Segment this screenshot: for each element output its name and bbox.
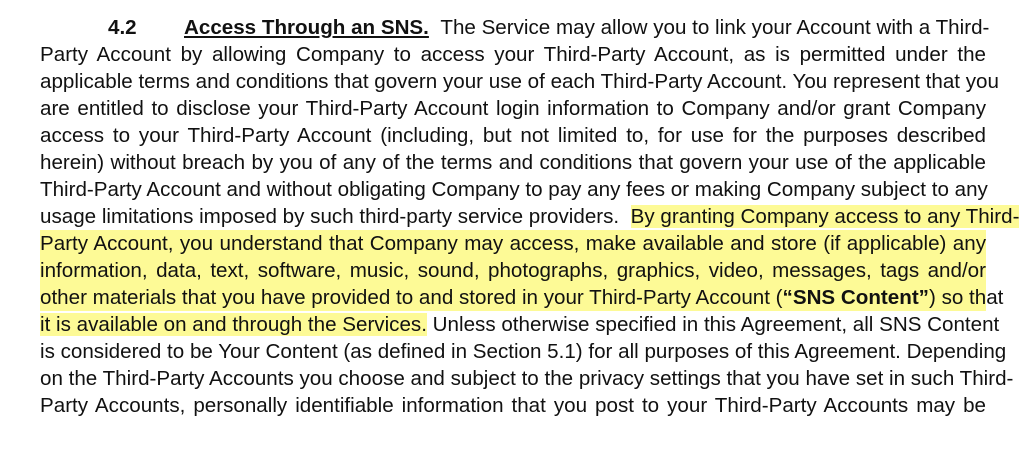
paragraph-line — [40, 311, 1000, 338]
plain-text: usage limitations imposed by such third-party service providers. — [40, 205, 620, 228]
paragraph-line: herein) without breach by you of any of the terms and conditions that govern your use of the applicable — [40, 151, 986, 174]
paragraph-line: Third-Party Account and without obligating Company to pay any fees or making Company subject to any — [40, 178, 988, 201]
paragraph-line: is considered to be Your Content (as defined in Section 5.1) for all purposes of this Agreement. Depending — [40, 340, 1007, 363]
paragraph-text: The Service may allow you to link your Account with a Third- — [440, 16, 990, 39]
highlighted-line: information, data, text, software, music, sound, photographs, graphics, video, messages, tags and/or — [40, 259, 986, 282]
highlighted-text: By granting Company access to any Third- — [630, 205, 1020, 228]
section-number: 4.2 — [108, 16, 137, 39]
highlighted-text: ) so that — [928, 286, 1004, 309]
plain-text: Unless otherwise specified in this Agreement, all SNS Content — [432, 313, 1000, 336]
paragraph-line: Party Accounts, personally identifiable information that you post to your Third-Party Accounts may be — [40, 394, 986, 417]
paragraph-line: access to your Third-Party Account (including, but not limited to, for use for the purposes described — [40, 124, 986, 147]
paragraph-line: are entitled to disclose your Third-Party Account login information to Company and/or grant Company — [40, 97, 986, 120]
paragraph-line: applicable terms and conditions that govern your use of each Third-Party Account. You represent that you — [40, 70, 999, 93]
paragraph-line — [40, 203, 1020, 230]
section-heading: Access Through an SNS. — [184, 16, 429, 39]
highlighted-line: Party Account, you understand that Company may access, make available and store (if applicable) any — [40, 232, 986, 255]
highlighted-text: other materials that you have provided to and stored in your Third-Party Account ( — [40, 286, 783, 309]
sns-content-term: “SNS Content” — [782, 286, 929, 309]
highlighted-line — [40, 284, 1004, 311]
section-first-line — [108, 14, 990, 41]
paragraph-line: Party Account by allowing Company to access your Third-Party Account, as is permitted under the — [40, 43, 986, 66]
paragraph-line: on the Third-Party Accounts you choose and subject to the privacy settings that you have set in such Third- — [40, 367, 1014, 390]
highlighted-text: it is available on and through the Services. — [40, 313, 427, 336]
